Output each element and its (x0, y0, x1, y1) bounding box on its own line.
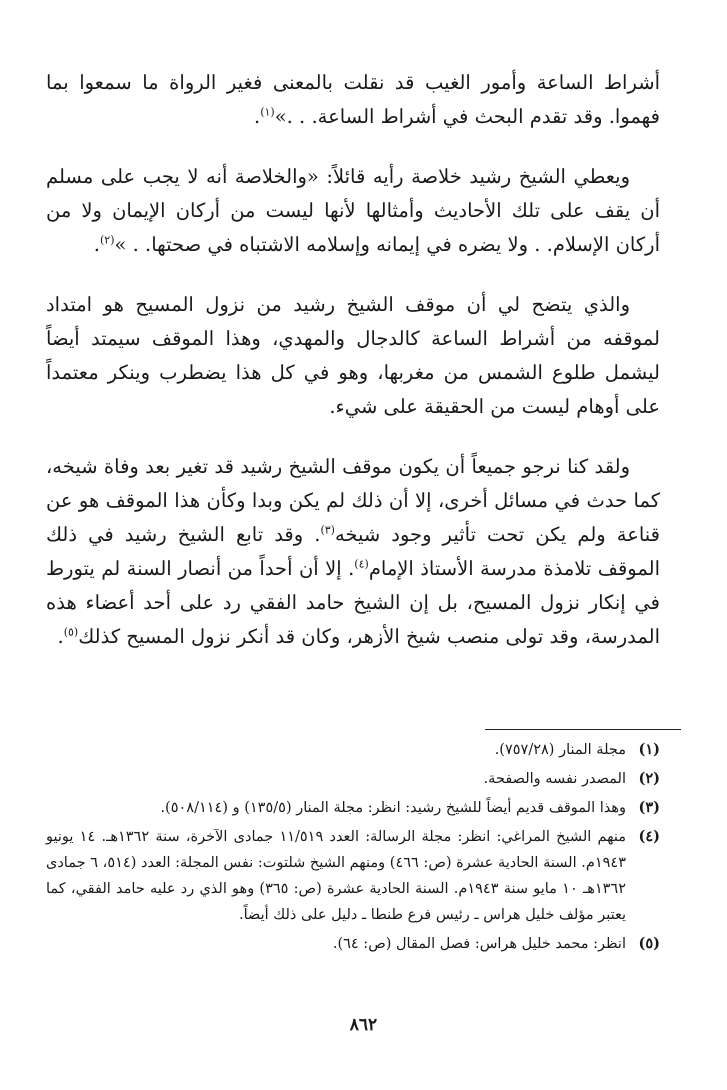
paragraph-text: . إلا أن أحداً من أنصار السنة لم يتورط في إنكار نزول المسيح، بل إن الشيخ حامد الفقي رد على أحد أعضاء هذه المدرسة، وقد تولى منصب شيخ الأزهر، وكان قد أنكر نزول المسيح كذلك (46, 557, 660, 648)
paragraph-text: ولقد كنا نرجو جميعاً أن يكون موقف الشيخ رشيد قد تغير بعد وفاة شيخه، كما حدث في مسائل أخرى، إلا أن ذلك لم يكن وبدا وكأن هذا الموقف هو عن قناعة ولم يكن تحت تأثير وجود شيخه (46, 455, 661, 546)
footnote-reference[interactable]: (٣) (320, 523, 335, 537)
footnote-text: منهم الشيخ المراغي: انظر: مجلة الرسالة: العدد ١١/٥١٩ جمادى الآخرة، سنة ١٣٦٢هـ. ١٤ يونيو ١٩٤٣م. السنة الحادية عشرة (ص: ٤٦٦) ومنهم الشيخ شلتوت: نفس المجلة: العدد (٥١٤، ٦ جمادى ١٣٦٢هـ ١٠ مايو سنة ١٩٤٣م. السنة الحادية عشرة (ص: ٣٦٥) وهو الذي رد عليه حامد الفقي، كما يعتبر مؤلف خليل هراس ـ رئيس فرع طنطا ـ دليل على ذلك أيضاً. (46, 829, 627, 923)
footnote (46, 931, 660, 957)
footnote (46, 824, 660, 928)
footnote-reference[interactable]: (٤) (354, 557, 369, 571)
paragraph-text: والذي يتضح لي أن موقف الشيخ رشيد من نزول المسيح هو امتداد لموقفه من أشراط الساعة كالدجال والمهدي، وهذا الموقف سيمتد أيضاً ليشمل طلوع الشمس من مغربها، وهو في كل هذا يضطرب وينكر معتمداً على أوهام ليست من الحقيقة على شيء. (46, 293, 660, 418)
paragraph (46, 450, 660, 654)
paragraph-text-tail: . (254, 105, 261, 128)
footnote-reference[interactable]: (١) (260, 105, 275, 119)
footnote-text: المصدر نفسه والصفحة. (483, 771, 626, 787)
footnote-number: (٤) (638, 828, 660, 845)
footnote-number: (٥) (638, 935, 660, 952)
footnote-text: مجلة المنار (٧٥٧/٢٨). (494, 742, 626, 758)
footnotes (46, 737, 660, 960)
footnote (46, 795, 660, 821)
footnote-text: وهذا الموقف قديم أيضاً للشيخ رشيد: انظر: مجلة المنار (١٣٥/٥) و (٥٠٨/١١٤). (160, 800, 626, 816)
footnote (46, 766, 660, 792)
main-text (46, 66, 660, 680)
footnote-number: (٢) (638, 770, 660, 787)
paragraph (46, 288, 660, 424)
footnote-separator (485, 729, 681, 730)
footnote-text: انظر: محمد خليل هراس: فصل المقال (ص: ٦٤). (332, 936, 626, 952)
paragraph-text-tail: . (93, 233, 100, 256)
paragraph-text: ويعطي الشيخ رشيد خلاصة رأيه قائلاً: «والخلاصة أنه لا يجب على مسلم أن يقف على تلك الأحاديث وأمثالها لأنها ليست من أركان الإيمان ولا من أركان الإسلام. . ولا يضره في إيمانه وإسلامه الاشتباه في صحتها. . » (46, 165, 660, 256)
paragraph-text: أشراط الساعة وأمور الغيب قد نقلت بالمعنى فغير الرواة ما سمعوا بما فهموا. وقد تقدم البحث في أشراط الساعة. . .» (46, 71, 660, 128)
paragraph-text: . وقد تابع الشيخ رشيد في ذلك الموقف تلامذة مدرسة الأستاذ الإمام (46, 523, 660, 580)
footnote-number: (١) (638, 741, 660, 758)
footnote-reference[interactable]: (٢) (99, 233, 115, 247)
page-number: ٨٦٢ (349, 1015, 378, 1035)
footnote-number: (٣) (638, 799, 660, 816)
paragraph (46, 160, 660, 262)
paragraph-text-tail: . (57, 625, 64, 648)
footnote (46, 737, 660, 763)
paragraph (46, 66, 660, 134)
footnote-reference[interactable]: (٥) (63, 625, 79, 639)
